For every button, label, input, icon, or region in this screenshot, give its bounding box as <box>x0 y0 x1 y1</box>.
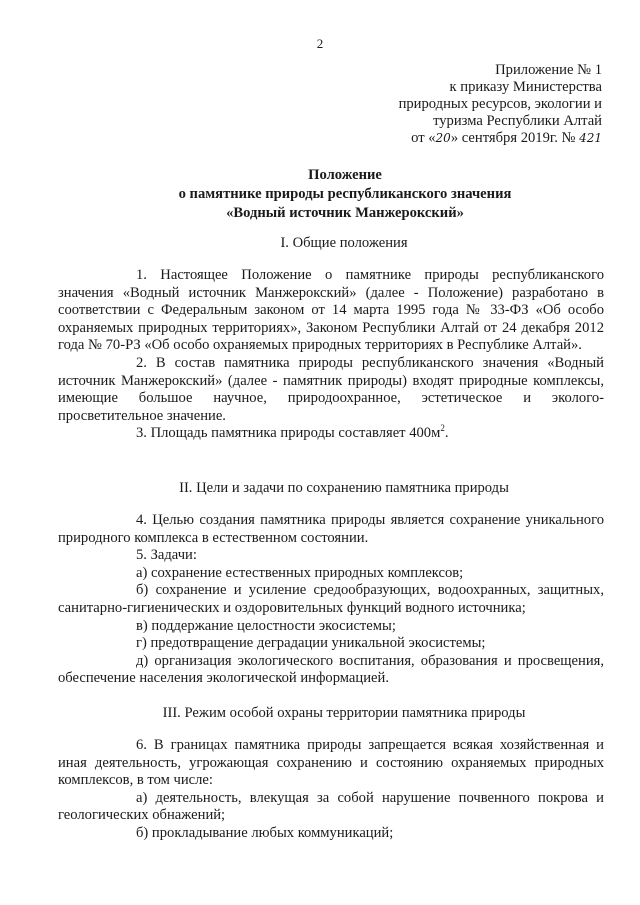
task-a: а) сохранение естественных природных комплексов; <box>136 564 464 581</box>
section-3-heading: III. Режим особой охраны территории памятника природы <box>162 705 526 721</box>
paragraph-2: 2. В состав памятника природы республиканского значения «Водный источник Манжерокский» (далее - памятник природы) входят природные комплексы, имеющие большое научное, природоохранное, эстетическое и эколого-просветительное значение. <box>58 354 604 424</box>
area-text: 3. Площадь памятника природы составляет 400м <box>136 425 441 442</box>
task-d: д) организация экологического воспитания, образования и просвещения, обеспечение населения экологической информацией. <box>58 652 604 687</box>
annex-line-1: Приложение № 1 <box>495 62 602 78</box>
paragraph-6: 6. В границах памятника природы запрещается всякая хозяйственная и иная деятельность, угрожающая сохранению и состоянию охраняемых природных комплексов, в том числе: <box>58 737 604 789</box>
paragraph-5: 5. Задачи: <box>136 547 197 564</box>
prohibition-a: а) деятельность, влекущая за собой нарушение почвенного покрова и геологических обнажений; <box>58 789 604 824</box>
paragraph-4: 4. Целью создания памятника природы является сохранение уникального природного комплекса в естественном состоянии. <box>58 512 604 546</box>
annex-date-line <box>360 130 602 147</box>
task-v: в) поддержание целостности экосистемы; <box>136 617 396 634</box>
annex-line-4: туризма Республики Алтай <box>433 113 602 129</box>
section-2-body <box>58 512 604 688</box>
section-1-heading: I. Общие положения <box>280 235 408 251</box>
area-superscript: 2 <box>440 423 445 434</box>
task-g: г) предотвращение деградации уникальной экосистемы; <box>136 635 486 652</box>
title-line-1: Положение <box>308 167 382 183</box>
task-b: б) сохранение и усиление средообразующих, водоохранных, защитных, санитарно-гигиенических и оздоровительных функций водного источника; <box>58 582 604 616</box>
annex-line-2: к приказу Министерства <box>449 79 602 95</box>
document-title <box>60 166 630 223</box>
section-3-body <box>58 737 604 843</box>
date-day-handwritten: 20 <box>435 131 451 145</box>
area-end: . <box>444 425 449 442</box>
date-prefix: от « <box>411 130 436 146</box>
paragraph-1: 1. Настоящее Положение о памятнике природы республиканского значения «Водный источник Манжерокский» (далее - Положение) разработано в соответствии с Федеральным законом от 14 марта 1995 года № 33-ФЗ «Об особо охраняемых природных территориях», Законом Республики Алтай от 24 декабря 2012 года № 70-РЗ «Об особо охраняемых природных территориях в Республике Алтай». <box>58 267 604 354</box>
prohibition-b: б) прокладывание любых коммуникаций; <box>136 824 394 841</box>
section-2-heading: II. Цели и задачи по сохранению памятника природы <box>179 480 509 496</box>
section-1-body <box>58 267 604 443</box>
annex-block <box>360 62 602 147</box>
paragraph-3 <box>58 425 604 443</box>
date-month-year: » сентября 2019г. № <box>450 130 580 146</box>
annex-line-3: природных ресурсов, экологии и <box>398 96 602 112</box>
title-line-3: «Водный источник Манжерокский» <box>226 205 464 221</box>
order-number-handwritten: 421 <box>579 131 602 145</box>
title-line-2: о памятнике природы республиканского значения <box>178 186 512 202</box>
page-number: 2 <box>316 36 324 51</box>
